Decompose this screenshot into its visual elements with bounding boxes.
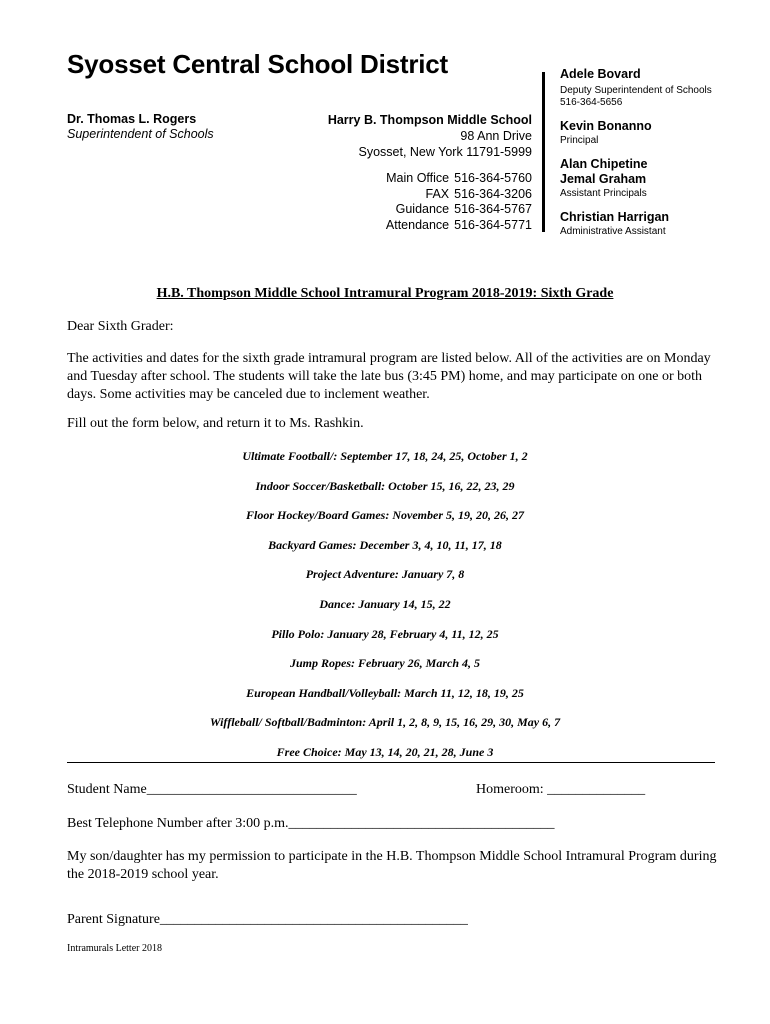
phone-row	[386, 171, 532, 187]
activity-item: European Handball/Volleyball: March 11, 12, 18, 19, 25	[246, 685, 524, 700]
administrative-assistant-name: Christian Harrigan	[560, 210, 670, 224]
phone-number: 516-364-3206	[454, 186, 532, 201]
activity-item: Project Adventure: January 7, 8	[305, 567, 465, 582]
phone-label: Main Office	[386, 171, 450, 185]
greeting: Dear Sixth Grader:	[67, 319, 174, 334]
school-address-block	[328, 112, 532, 160]
principal-title: Principal	[560, 135, 599, 146]
parent-signature-field[interactable]: Parent Signature____________________________________________	[67, 912, 468, 927]
phone-label: FAX	[425, 186, 450, 201]
form-divider	[67, 762, 715, 763]
assistant-principal-name: Jemal Graham	[560, 172, 647, 186]
administrative-assistant-title: Administrative Assistant	[560, 226, 666, 237]
phone-row	[386, 202, 532, 218]
phone-row	[386, 187, 532, 203]
phone-directory	[386, 171, 532, 233]
homeroom-field[interactable]: Homeroom: ______________	[476, 782, 646, 797]
activity-item: Backyard Games: December 3, 4, 10, 11, 17, 18	[268, 537, 502, 552]
school-address-line2: Syosset, New York 11791-5999	[358, 145, 532, 159]
activity-item: Free Choice: May 13, 14, 20, 21, 28, June 3	[276, 744, 494, 759]
activity-item: Indoor Soccer/Basketball: October 15, 16, 22, 23, 29	[255, 478, 515, 493]
activity-item: Wiffleball/ Softball/Badminton: April 1, 2, 8, 9, 15, 16, 29, 30, May 6, 7	[209, 715, 561, 730]
administrators-list	[560, 67, 760, 238]
deputy-superintendent-name: Adele Bovard	[560, 67, 641, 81]
phone-number: 516-364-5771	[454, 217, 532, 232]
deputy-superintendent-phone: 516-364-5656	[560, 97, 623, 108]
activity-item: Pillo Polo: January 28, February 4, 11, 12, 25	[271, 626, 499, 641]
phone-label: Attendance	[385, 217, 450, 232]
school-address-line1: 98 Ann Drive	[460, 129, 532, 143]
instruction-paragraph: Fill out the form below, and return it to Ms. Rashkin.	[67, 416, 364, 431]
principal-name: Kevin Bonanno	[560, 119, 652, 133]
school-name: Harry B. Thompson Middle School	[327, 113, 532, 127]
superintendent-title: Superintendent of Schools	[67, 127, 214, 141]
superintendent-name: Dr. Thomas L. Rogers	[67, 112, 197, 126]
phone-number: 516-364-5767	[454, 202, 532, 216]
intro-paragraph: The activities and dates for the sixth grade intramural program are listed below. All of the activities are on Monday and Tuesday after school. The students will take the late bus (3:45 PM) home, and may participate on one or both days. Some activities may be canceled due to inclement weather.	[67, 351, 711, 402]
footer-note: Intramurals Letter 2018	[67, 943, 162, 954]
header-divider	[542, 72, 545, 232]
activity-item: Ultimate Football/: September 17, 18, 24, 25, October 1, 2	[242, 449, 528, 463]
phone-row	[386, 218, 532, 234]
activity-item: Jump Ropes: February 26, March 4, 5	[289, 656, 480, 671]
permission-statement: My son/daughter has my permission to participate in the H.B. Thompson Middle School Intramural Program during the 2018-2019 school year.	[67, 849, 717, 882]
phone-number: 516-364-5760	[454, 171, 532, 185]
assistant-principal-name: Alan Chipetine	[560, 157, 648, 171]
deputy-superintendent-title: Deputy Superintendent of Schools	[560, 85, 712, 96]
district-name: Syosset Central School District	[67, 49, 449, 79]
telephone-field[interactable]: Best Telephone Number after 3:00 p.m.______________________________________	[67, 816, 555, 831]
student-name-field[interactable]: Student Name______________________________	[67, 782, 357, 797]
assistant-principals-title: Assistant Principals	[560, 188, 647, 199]
activity-item: Dance: January 14, 15, 22	[319, 596, 451, 611]
activities-list	[0, 449, 770, 775]
letter-title: H.B. Thompson Middle School Intramural Program 2018-2019: Sixth Grade	[156, 286, 614, 301]
activity-item: Floor Hockey/Board Games: November 5, 19, 20, 26, 27	[246, 508, 524, 523]
phone-label: Guidance	[395, 202, 450, 216]
